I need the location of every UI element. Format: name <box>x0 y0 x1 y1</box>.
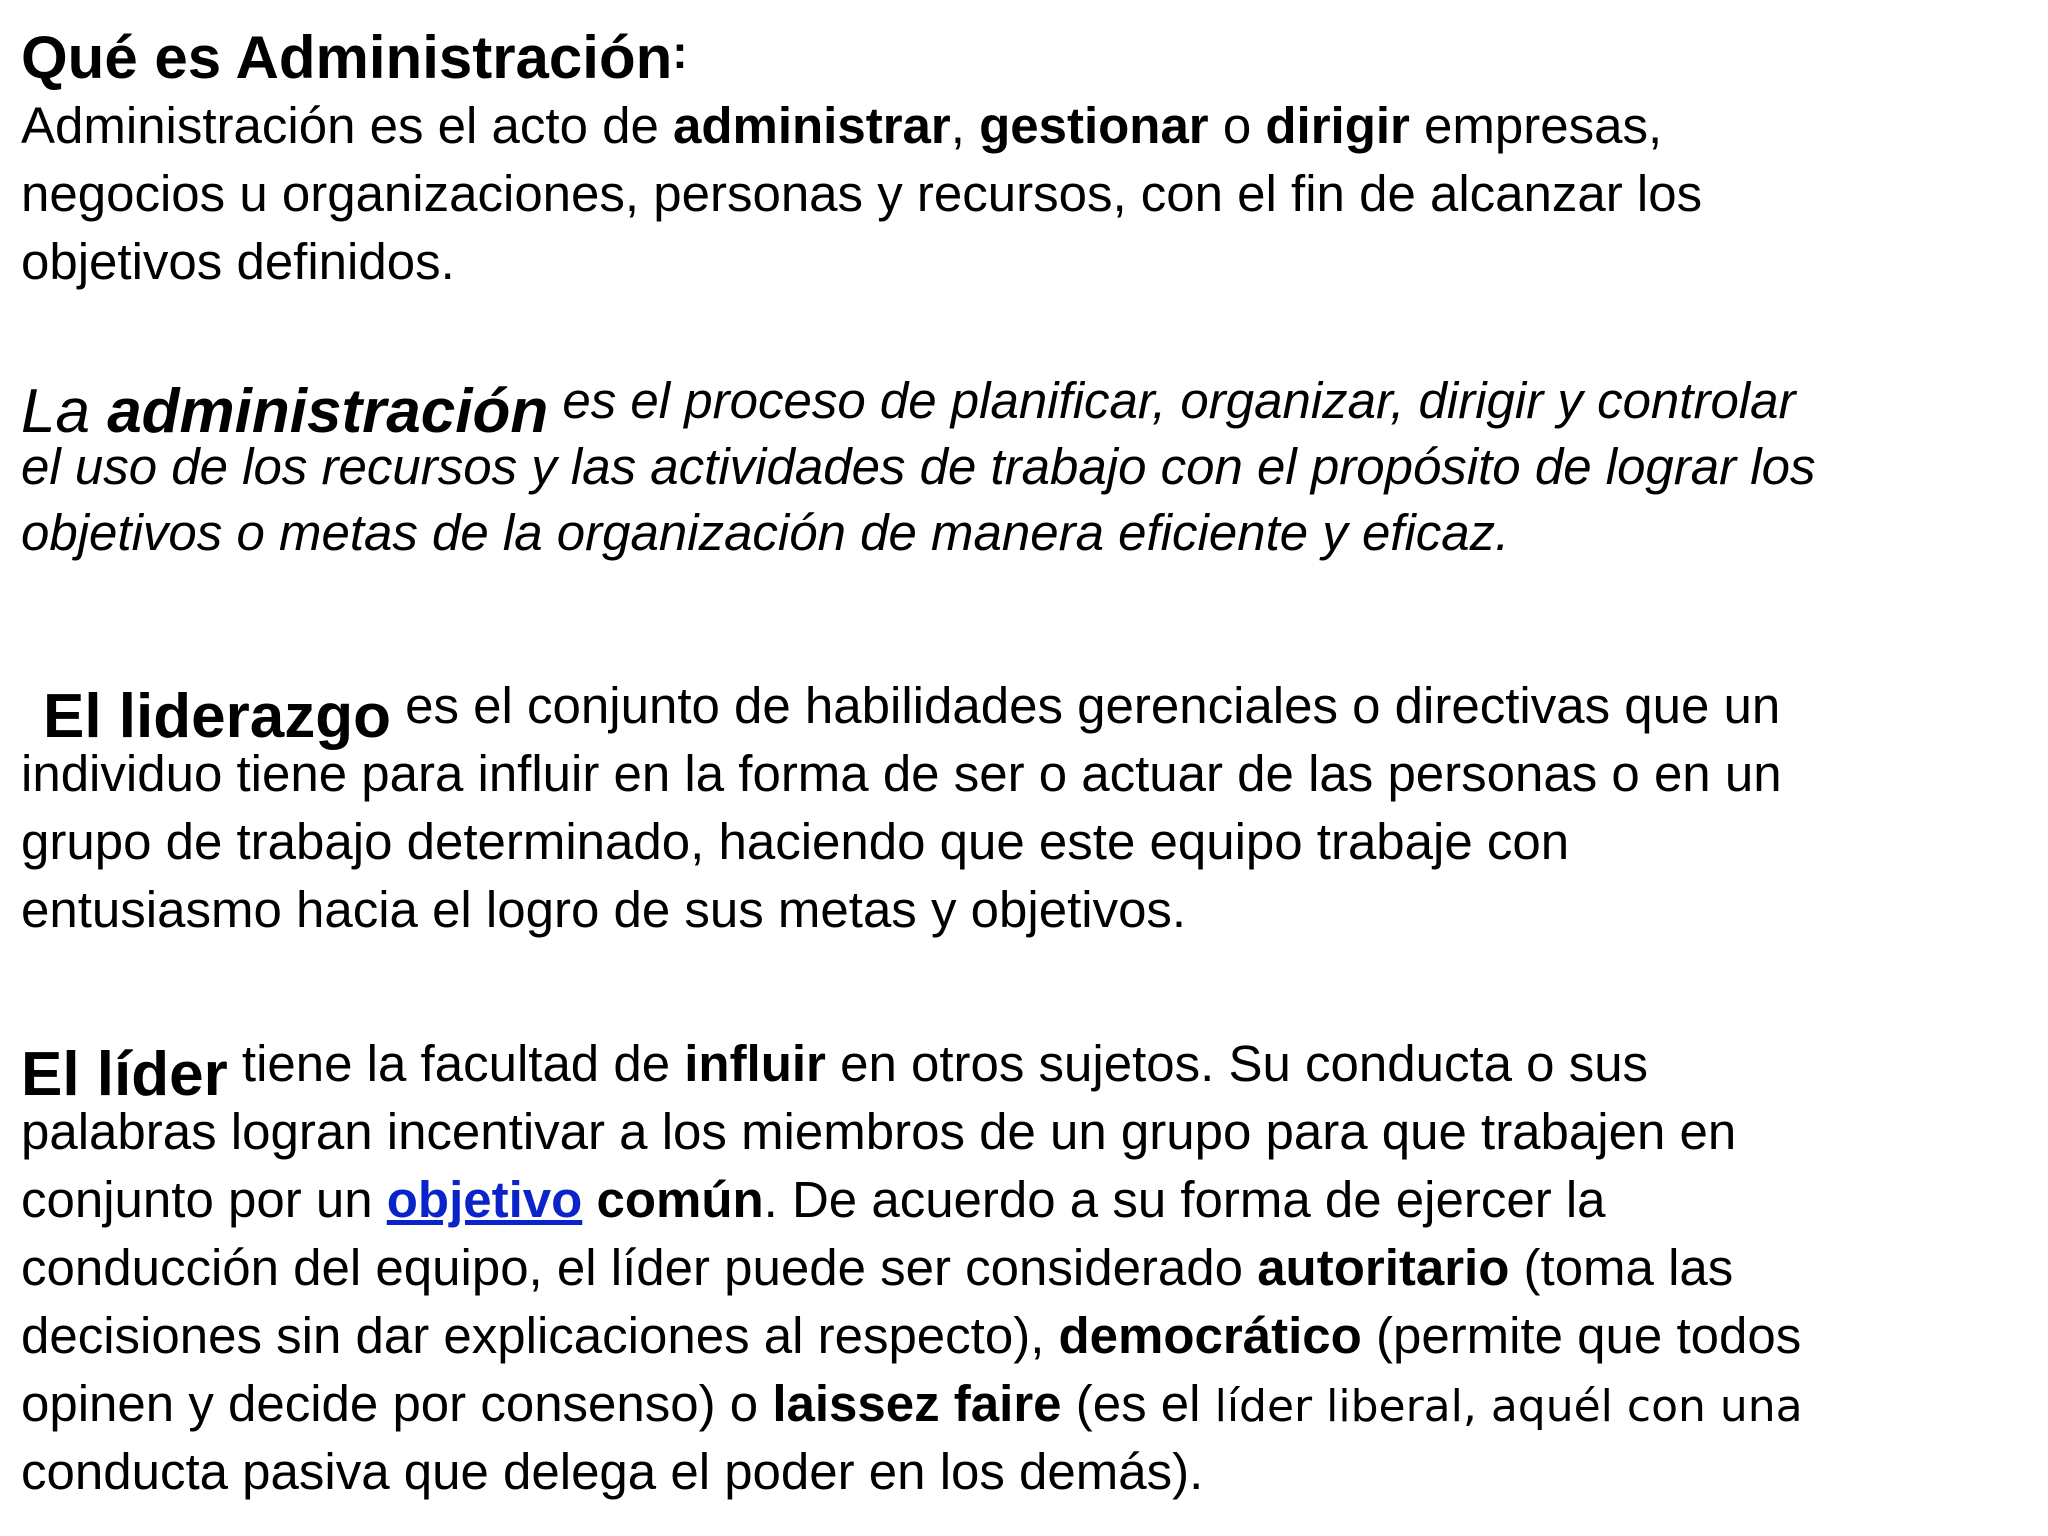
paragraph-line <box>21 92 2031 160</box>
keyword-administrar: administrar <box>673 97 951 154</box>
keyword-lider: El líder <box>21 1040 228 1109</box>
paragraph-line: entusiasmo hacia el logro de sus metas y objetivos. <box>21 881 1187 938</box>
paragraph-lider <box>21 1030 2031 1506</box>
text-run: en otros sujetos. Su conducta o sus <box>825 1035 1649 1092</box>
text-run: empresas, <box>1409 97 1663 154</box>
objetivo-link[interactable]: objetivo <box>386 1171 583 1228</box>
text-run: es el conjunto de habilidades gerenciales o directivas que un <box>390 677 1781 734</box>
keyword-liderazgo: El liderazgo <box>43 682 391 751</box>
text-run: . De acuerdo a su forma de ejercer la <box>763 1171 1606 1228</box>
lead-article: La <box>21 377 108 446</box>
keyword-autoritario: autoritario <box>1257 1239 1510 1296</box>
text-run-group <box>228 1035 1648 1092</box>
keyword-comun: común <box>596 1171 764 1228</box>
keyword-democratico: democrático <box>1058 1307 1362 1364</box>
text-run: conducción del equipo, el líder puede ser considerado <box>21 1239 1258 1296</box>
keyword-administracion: administración <box>107 377 549 446</box>
paragraph-line: objetivos definidos. <box>21 233 455 290</box>
page-title <box>21 14 688 96</box>
text-run: decisiones sin dar explicaciones al respecto), <box>21 1307 1059 1364</box>
text-run: es el proceso de planificar, organizar, dirigir y controlar <box>548 372 1796 429</box>
text-run: tiene la facultad de <box>227 1035 685 1092</box>
text-run-alt-font: líder liberal, aquél con una <box>1214 1381 1803 1432</box>
title-text: Qué es Administración <box>21 24 673 91</box>
paragraph-line: negocios u organizaciones, personas y recursos, con el fin de alcanzar los <box>21 165 1703 222</box>
paragraph-line <box>21 1166 2031 1234</box>
text-run: o <box>1208 97 1266 154</box>
text-run <box>582 1171 596 1228</box>
text-run: (es el <box>1061 1375 1215 1432</box>
paragraph-administracion-process <box>21 368 2031 566</box>
paragraph-line: individuo tiene para influir en la forma de ser o actuar de las personas o en un <box>21 745 1782 802</box>
keyword-gestionar: gestionar <box>979 97 1209 154</box>
paragraph-line: grupo de trabajo determinado, haciendo que este equipo trabaje con <box>21 813 1570 870</box>
text-run: opinen y decide por consenso) o <box>21 1375 773 1432</box>
keyword-influir: influir <box>684 1035 826 1092</box>
text-run: (toma las <box>1509 1239 1734 1296</box>
text-run: conjunto por un <box>21 1171 387 1228</box>
paragraph-liderazgo <box>21 672 2031 944</box>
keyword-laissez-faire: laissez faire <box>772 1375 1062 1432</box>
paragraph-line: palabras logran incentivar a los miembros de un grupo para que trabajen en <box>21 1103 1737 1160</box>
text-run: , <box>950 97 980 154</box>
paragraph-administracion-definition <box>21 92 2031 296</box>
paragraph-line <box>21 1234 2031 1302</box>
text-run: Administración es el acto de <box>21 97 673 154</box>
title-colon: : <box>672 26 688 78</box>
paragraph-line <box>21 1370 2031 1438</box>
text-run: (permite que todos <box>1361 1307 1802 1364</box>
paragraph-line <box>21 672 2031 751</box>
paragraph-line <box>21 1030 2031 1109</box>
keyword-dirigir: dirigir <box>1265 97 1410 154</box>
paragraph-line: conducta pasiva que delega el poder en los demás). <box>21 1443 1204 1500</box>
paragraph-line: objetivos o metas de la organización de manera eficiente y eficaz. <box>21 504 1510 561</box>
paragraph-line: el uso de los recursos y las actividades de trabajo con el propósito de lograr los <box>21 438 1816 495</box>
paragraph-line <box>21 368 2031 446</box>
paragraph-line <box>21 1302 2031 1370</box>
